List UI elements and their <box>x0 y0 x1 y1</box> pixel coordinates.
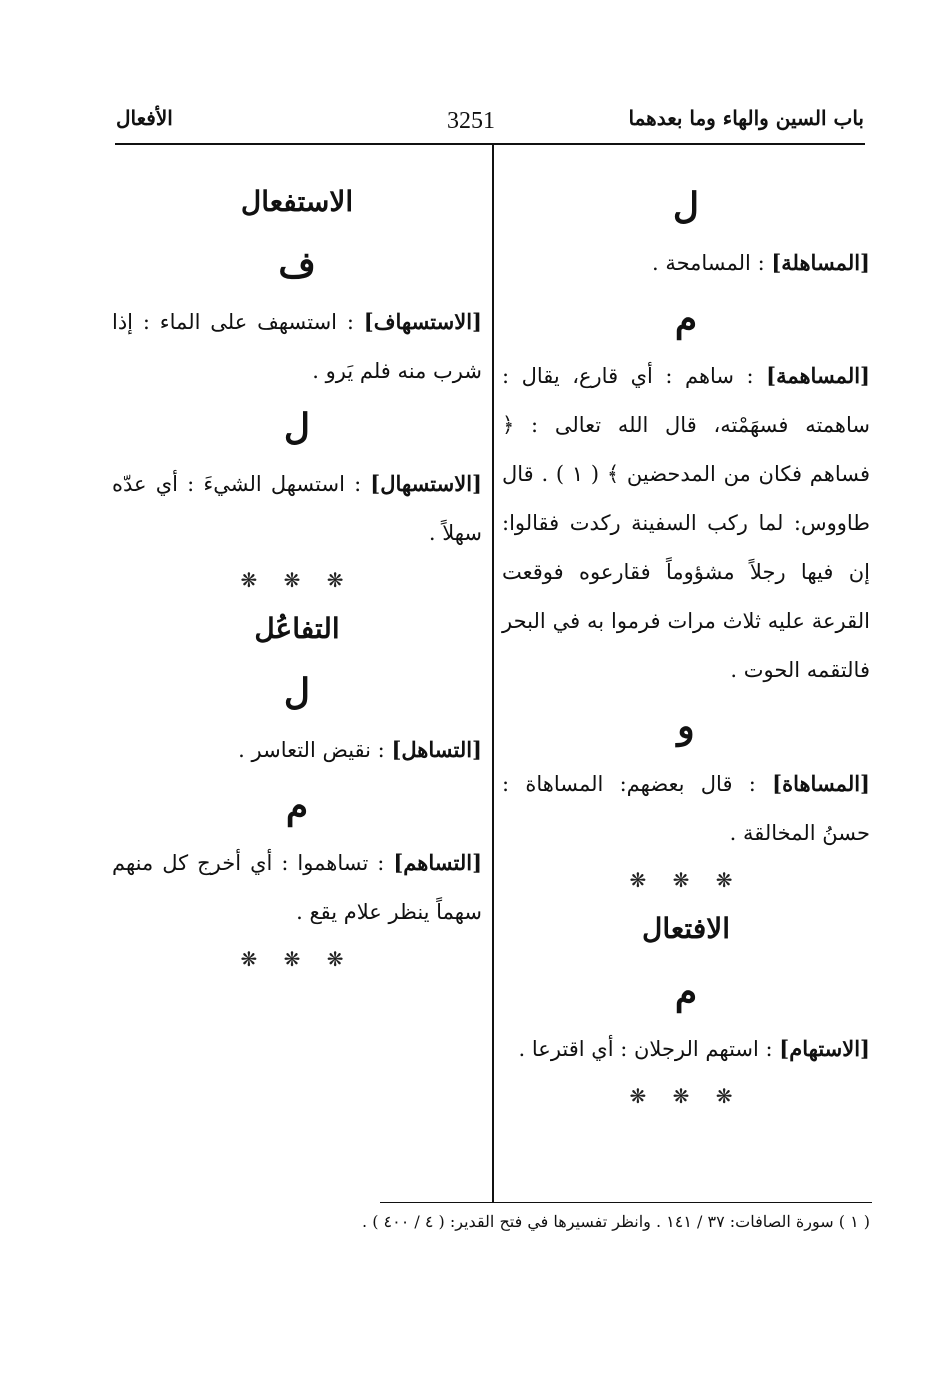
entry-istiham <box>502 1024 870 1074</box>
header-divider <box>115 143 865 145</box>
root-letter-fa: ف <box>278 244 316 286</box>
entry-term: [الاستهام] <box>779 1035 870 1061</box>
footnote-divider <box>380 1202 872 1203</box>
section-separator: ❋ ❋ ❋ <box>629 867 743 892</box>
section-separator: ❋ ❋ ❋ <box>629 1083 743 1108</box>
section-title-istifaal: الاستفعال <box>240 185 354 218</box>
entry-definition: : قال بعضهم: المساهاة : حسنُ المخالقة . <box>502 771 870 845</box>
entry-musahala <box>502 238 870 288</box>
root-letter-lam: ل <box>283 671 311 714</box>
page-number: 3251 <box>447 108 495 134</box>
column-divider <box>492 145 494 1203</box>
entry-term: [التساهل] <box>391 736 482 762</box>
root-letter-lam: ل <box>672 185 700 227</box>
entry-definition: : نقيض التعاسر . <box>238 737 385 762</box>
section-separator: ❋ ❋ ❋ <box>240 946 354 971</box>
entry-definition: : استهم الرجلان : أي اقترعا . <box>518 1036 773 1061</box>
footnote: ( ١ ) سورة الصافات: ٣٧ / ١٤١ . وانظر تفسيرها في فتح القدير: ( ٤ / ٤٠٠ ) . <box>362 1212 870 1231</box>
root-letter-mim: م <box>285 784 309 827</box>
entry-definition: : تساهموا : أي أخرج كل منهم سهماً ينظر علام يقع . <box>112 850 482 924</box>
entry-istishal <box>112 459 482 558</box>
root-letter-mim: م <box>674 970 698 1013</box>
entry-musahama <box>502 351 870 695</box>
running-head-chapter: باب السين والهاء وما بعدهما <box>628 106 864 130</box>
root-letter-lam: ل <box>283 406 311 449</box>
entry-definition: : ساهم : أي قارع، يقال : ساهمته فسهَمْته، قال الله تعالى : ﴿ فساهم فكان من المدحضين ﴾ ( ١ ) . قال طاووس: لما ركب السفينة ركدت فقالوا: إن فيها رجلاً مشؤوماً فقارعوه فوقعت القرعة عليه ثلاث مرات فرموا به في البحر فالتقمه الحوت . <box>502 364 870 683</box>
entry-istishaf <box>112 297 482 396</box>
entry-definition: : استسهل الشيءَ : أي عدّه سهلاً . <box>112 472 482 546</box>
right-column <box>502 185 870 1128</box>
root-letter-mim: م <box>674 298 698 341</box>
entry-term: [الاستسهاف] <box>363 309 482 335</box>
entry-definition: : استسهف على الماء : إذا شرب منه فلم يَرو . <box>112 310 482 384</box>
running-head-section: الأفعال <box>116 106 173 130</box>
entry-term: [المساهلة] <box>771 250 870 276</box>
left-column <box>112 185 482 991</box>
entry-tasahum <box>112 838 482 937</box>
entry-term: [المساهمة] <box>766 363 870 389</box>
entry-tasahul <box>112 725 482 775</box>
root-letter-waw: و <box>677 705 695 748</box>
section-separator: ❋ ❋ ❋ <box>240 568 354 593</box>
section-title-iftiaal: الافتعال <box>642 911 730 945</box>
entry-term: [التساهم] <box>393 849 482 875</box>
entry-definition: : المسامحة . <box>651 251 765 276</box>
entry-musahat <box>502 759 870 858</box>
entry-term: [المساهاة] <box>772 770 870 796</box>
entry-term: [الاستسهال] <box>370 471 482 497</box>
section-title-tafaaul: التفاعُل <box>254 612 340 646</box>
